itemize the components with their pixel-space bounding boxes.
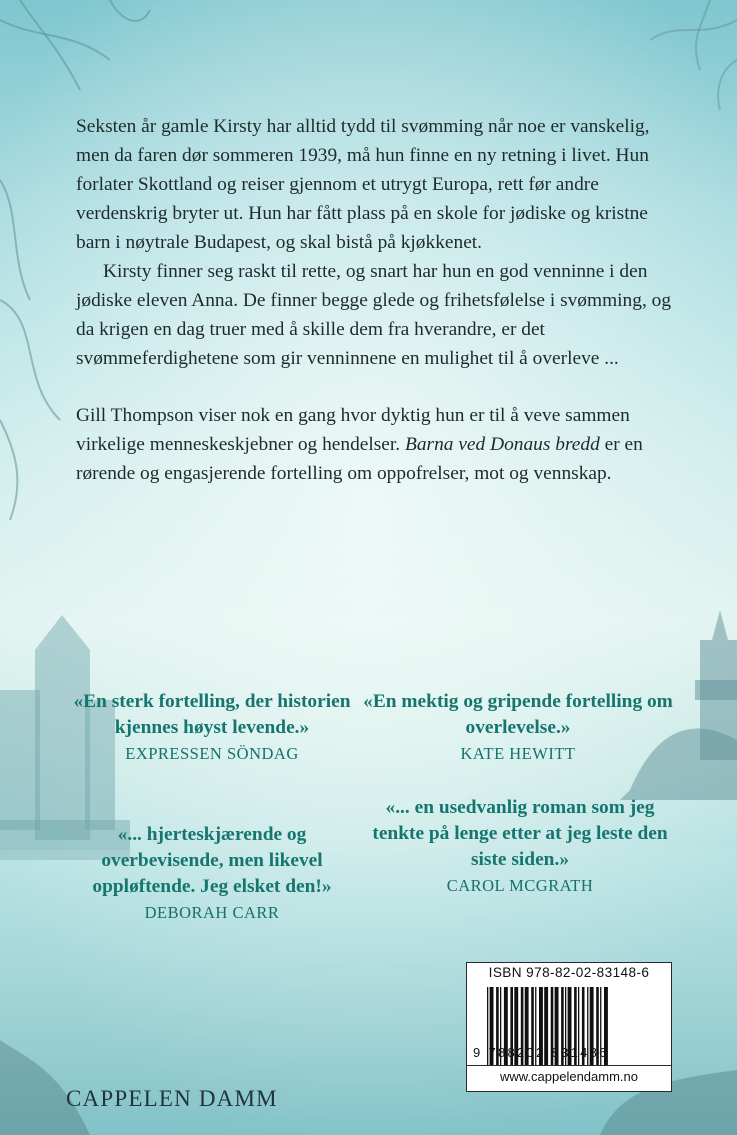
barcode-digits: 9 788202 831486	[473, 1045, 609, 1060]
blurb-paragraph-3	[76, 401, 676, 488]
barcode-divider	[467, 1065, 671, 1066]
quote-source: EXPRESSEN SÖNDAG	[125, 744, 299, 763]
review-quote-4	[360, 795, 680, 899]
review-quote-1	[62, 689, 362, 767]
isbn-barcode-panel	[466, 962, 672, 1092]
publisher-logo: CAPPELEN DAMM	[66, 1086, 278, 1111]
quote-source: CAROL MCGRATH	[446, 876, 594, 895]
quote-text: «... hjerteskjærende og overbevisende, men likevel oppløftende. Jeg elsket den!»	[92, 824, 332, 897]
blurb-paragraph-1: Seksten år gamle Kirsty har alltid tydd til svømming når noe er vanskelig, men da faren dør sommeren 1939, må hun finne en ny retning i livet. Hun forlater Skottland og reiser gjennom et utrygt Europa, rett før andre verdenskrig bryter ut. Hun har fått plass på en skole for jødiske og kristne barn i nøytrale Budapest, og skal bistå på kjøkkenet.	[76, 116, 650, 253]
quote-text: «En mektig og gripende fortelling om overlevelse.»	[363, 691, 673, 738]
back-cover-blurb	[76, 112, 676, 488]
blurb-paragraph-2: Kirsty finner seg raskt til rette, og snart har hun en god venninne i den jødiske eleven Anna. De finner begge glede og frihetsfølelse i svømming, og da krigen en dag truer med å skille dem fra hverandre, er det svømmeferdighetene som gir venninnene en mulighet til å overleve ...	[76, 261, 672, 369]
blurb-paragraph-3-tail: er en rørende og engasjerende fortelling om oppofrelser, mot og vennskap.	[76, 434, 643, 484]
publisher-url: www.cappelendamm.no	[499, 1069, 639, 1084]
book-title-italic: Barna ved Donaus bredd	[405, 434, 600, 455]
quote-source: KATE HEWITT	[460, 744, 576, 763]
blurb-paragraph-3-lead: Gill Thompson viser nok en gang hvor dyktig hun er til å veve sammen virkelige menneskeskjebner og hendelser.	[76, 405, 630, 455]
quote-source: DEBORAH CARR	[144, 903, 280, 922]
isbn-label: ISBN 978-82-02-83148-6	[488, 965, 650, 980]
review-quote-2	[363, 689, 673, 767]
quote-text: «En sterk fortelling, der historien kjennes høyst levende.»	[73, 691, 351, 738]
quote-text: «... en usedvanlig roman som jeg tenkte på lenge etter at jeg leste den siste siden.»	[372, 797, 668, 870]
review-quote-3	[62, 822, 362, 926]
